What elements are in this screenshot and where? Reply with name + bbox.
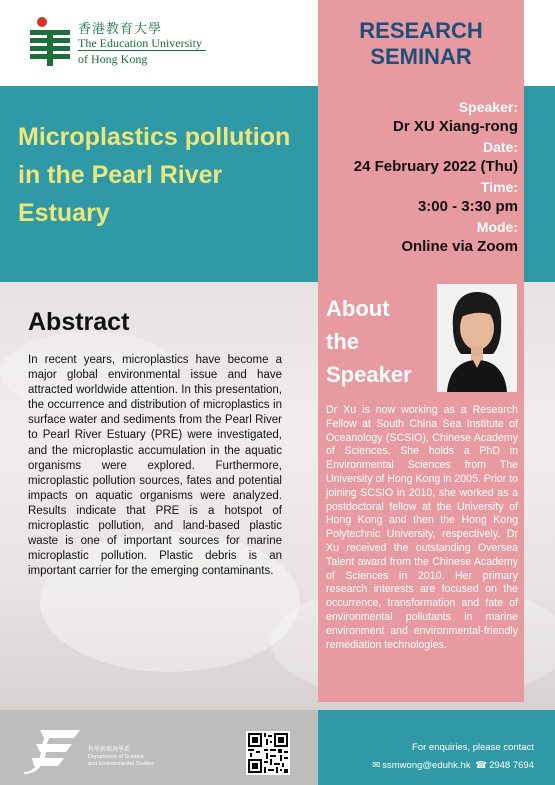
- date-label: Date:: [482, 139, 518, 155]
- seminar-title: [18, 118, 318, 232]
- enquiries-text: For enquiries, please contact: [412, 742, 534, 753]
- about-heading-line-2: the: [326, 329, 359, 354]
- qr-code-icon: [246, 731, 290, 775]
- logo-name-zh: 香港教育大學: [78, 22, 163, 37]
- contact-phone[interactable]: 2948 7694: [489, 760, 534, 771]
- sees-logo-icon: [20, 726, 82, 774]
- abstract-heading: Abstract: [28, 308, 130, 336]
- qr-code[interactable]: [246, 731, 290, 775]
- speaker-bio: Dr Xu is now working as a Research Fellow at South China Sea Institute of Oceanology (SCSIO), Chinese Academy of Sciences. She holds a PhD in Environmental Sciences from The University of Hong Kong in 2005. Prior to joining SCSIO in 2010, she worked as a postdoctoral fellow at the University of Hong Kong and then the Hong Kong Polytechnic University, respectively. Dr Xu received the outstanding Oversea Talent award from the Chinese Academy of Sciences in 2010. Her primary research interests are focused on the occurrence, transformation and fate of environmental pollutants in marine environment and environmental-friendly remediation technologies.: [326, 404, 518, 651]
- dept-name-zh: 科學與環境學系: [88, 746, 131, 753]
- speaker-photo: [437, 284, 517, 392]
- title-line-1: Microplastics pollution: [18, 123, 291, 151]
- mode-value: Online via Zoom: [401, 238, 518, 255]
- contact-email[interactable]: ssmwong@eduhk.hk: [382, 760, 471, 771]
- sees-logo[interactable]: [20, 726, 82, 774]
- title-line-3: Estuary: [18, 199, 110, 227]
- about-heading-line-3: Speaker: [326, 362, 412, 387]
- title-line-2: in the Pearl River: [18, 161, 223, 189]
- eduhk-logo[interactable]: [28, 16, 208, 68]
- about-heading: [326, 292, 436, 391]
- abstract-text: In recent years, microplastics have become a major global environmental issue and have attracted worldwide attention. In this presentation, the occurrence and distribution of microplastics in surface water and sediments from the Pearl River to Pearl River Estuary (PRE) were investigated, and the microplastic accumulation in the aquatic organisms were explored. Furthermore, microplastic pollution sources, fates and potential impacts on aquatic organisms were analyzed. Results indicate that PRE is a hotspot of microplastic pollution, and land-based plastic waste is one of important sources for marine microplastic pollution. Plastic debris is an important carrier for the emerging contaminants.: [28, 354, 282, 578]
- eduhk-logo-icon: [28, 16, 72, 66]
- speaker-name: Dr XU Xiang-rong: [392, 118, 518, 135]
- event-details: [330, 98, 518, 258]
- seminar-badge: [318, 18, 524, 70]
- speaker-photo-image: [437, 284, 517, 392]
- date-value: 24 February 2022 (Thu): [353, 158, 518, 175]
- contact-line: [330, 760, 534, 771]
- time-value: 3:00 - 3:30 pm: [417, 198, 518, 215]
- mode-label: Mode:: [476, 219, 518, 235]
- email-icon: ✉: [372, 760, 381, 771]
- logo-name-en-2: of Hong Kong: [78, 52, 148, 66]
- badge-line-2: SEMINAR: [370, 44, 472, 69]
- logo-divider: [78, 50, 206, 51]
- logo-name-en-1: The Education University: [78, 36, 202, 50]
- dept-name-en-2: and Environmental Studies: [88, 761, 154, 767]
- speaker-label: Speaker:: [458, 99, 518, 115]
- time-label: Time:: [480, 179, 518, 195]
- about-heading-line-1: About: [326, 296, 390, 321]
- badge-line-1: RESEARCH: [359, 18, 483, 43]
- dept-name-en-1: Department of Science: [88, 754, 144, 760]
- phone-icon: ☎: [475, 760, 488, 771]
